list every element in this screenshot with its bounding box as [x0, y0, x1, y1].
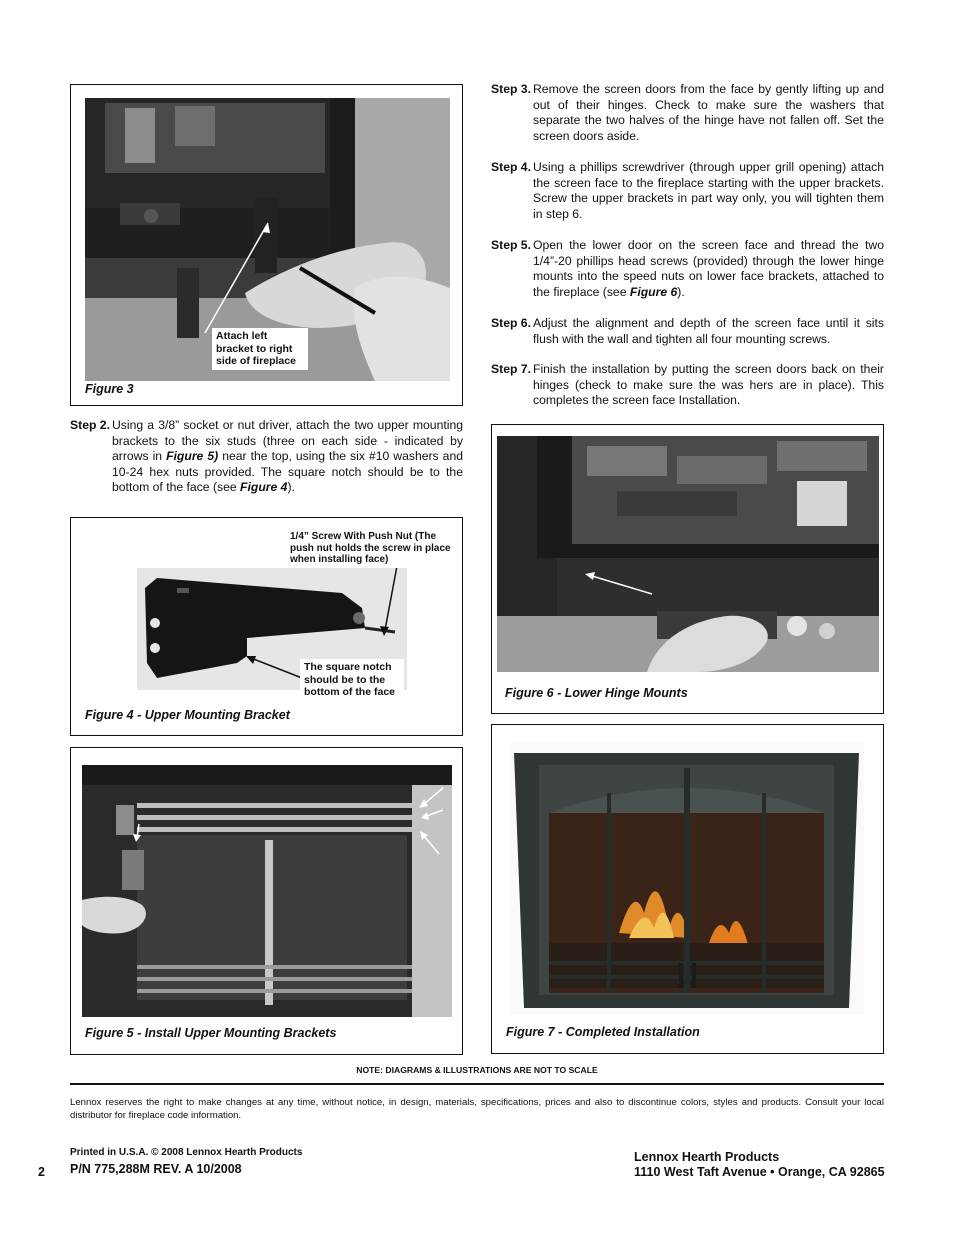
figure-3-callout: Attach left bracket to right side of fireplace [212, 328, 308, 370]
company-name: Lennox Hearth Products [634, 1150, 780, 1164]
step-5-ref-figure-6: Figure 6 [629, 284, 678, 299]
step-6-number: Step 6. [491, 316, 531, 330]
step-6 [491, 316, 884, 348]
step-2-ref-figure-5: Figure 5) [166, 449, 219, 464]
figure-5-frame [70, 747, 463, 1055]
figure-3-caption: Figure 3 [85, 382, 134, 396]
step-2-ref-figure-4: Figure 4 [240, 480, 288, 495]
figure-6-caption: Figure 6 - Lower Hinge Mounts [505, 686, 688, 700]
step-2 [70, 418, 463, 508]
figure-7-caption: Figure 7 - Completed Installation [506, 1025, 700, 1039]
step-7 [491, 362, 884, 410]
company-address: 1110 West Taft Avenue • Orange, CA 92865 [634, 1165, 885, 1179]
step-3-number: Step 3. [491, 82, 531, 96]
step-4-text: Using a phillips screwdriver (through upper grill opening) attach the screen face to the fireplace starting with the upper brackets. Screw the upper brackets in part way only, you will tighten them in step 6. [533, 160, 884, 221]
figure-7-photo [509, 743, 864, 1015]
step-7-text: Finish the installation by putting the screen doors back on their hinges (check to make sure the was hers are in place). This completes the screen face Installation. [533, 362, 884, 408]
step-3-text: Remove the screen doors from the face by gently lifting up and out of their hinges. Check to make sure the washers that separate the two halves of the hinge have not fallen off. Set the screen doors aside. [533, 82, 884, 143]
figure-6-photo [497, 436, 879, 672]
figure-3-frame [70, 84, 463, 406]
step-7-number: Step 7. [491, 362, 531, 376]
step-5-number: Step 5. [491, 238, 531, 252]
step-6-text: Adjust the alignment and depth of the screen face until it sits flush with the wall and tighten all four mounting screws. [533, 316, 884, 346]
part-number: P/N 775,288M REV. A 10/2008 [70, 1162, 242, 1176]
step-3 [491, 82, 884, 146]
step-4 [491, 160, 884, 224]
figure-4-frame [70, 517, 463, 736]
step-5-text-a: Open the lower door on the screen face and thread the two 1/4”-20 phillips head screws (provided) through the lower hinge mounts into the speed nuts on lower face brackets, attached to the fireplace (see [533, 238, 884, 299]
figure-7-frame [491, 724, 884, 1054]
figure-4-notch-callout: The square notch should be to the bottom of the face [300, 659, 404, 701]
footer-rule [70, 1083, 884, 1085]
step-2-text [112, 418, 463, 496]
step-5-text-b: ). [677, 284, 685, 299]
step-5 [491, 238, 884, 302]
step-4-number: Step 4. [491, 160, 531, 174]
printed-line: Printed in U.S.A. © 2008 Lennox Hearth Products [70, 1147, 303, 1158]
figure-4-screw-callout: 1/4” Screw With Push Nut (The push nut holds the screw in place when installing face) [288, 529, 460, 568]
figure-4-caption: Figure 4 - Upper Mounting Bracket [85, 708, 290, 722]
step-2-text-c: ). [287, 480, 295, 495]
figure-5-caption: Figure 5 - Install Upper Mounting Brackets [85, 1026, 337, 1040]
figure-6-frame [491, 424, 884, 714]
disclaimer: Lennox reserves the right to make changes at any time, without notice, in design, materials, specifications, prices and also to discontinue colors, styles and products. Consult your local distributor for fireplace code information. [70, 1097, 884, 1121]
step-5-text [533, 238, 884, 300]
figure-5-photo [82, 765, 452, 1017]
page-number: 2 [38, 1165, 45, 1179]
scale-note: NOTE: DIAGRAMS & ILLUSTRATIONS ARE NOT TO SCALE [356, 1065, 598, 1075]
step-2-text-a: Using a 3/8” socket or nut driver, attach the two upper mounting brackets to the six studs (three on each side - indicated by arrows in [112, 418, 463, 464]
step-2-number: Step 2. [70, 418, 110, 432]
step-2-text-b: near the top, using the six #10 washers and 10-24 hex nuts provided. The square notch should be to the bottom of the face (see [112, 449, 463, 495]
